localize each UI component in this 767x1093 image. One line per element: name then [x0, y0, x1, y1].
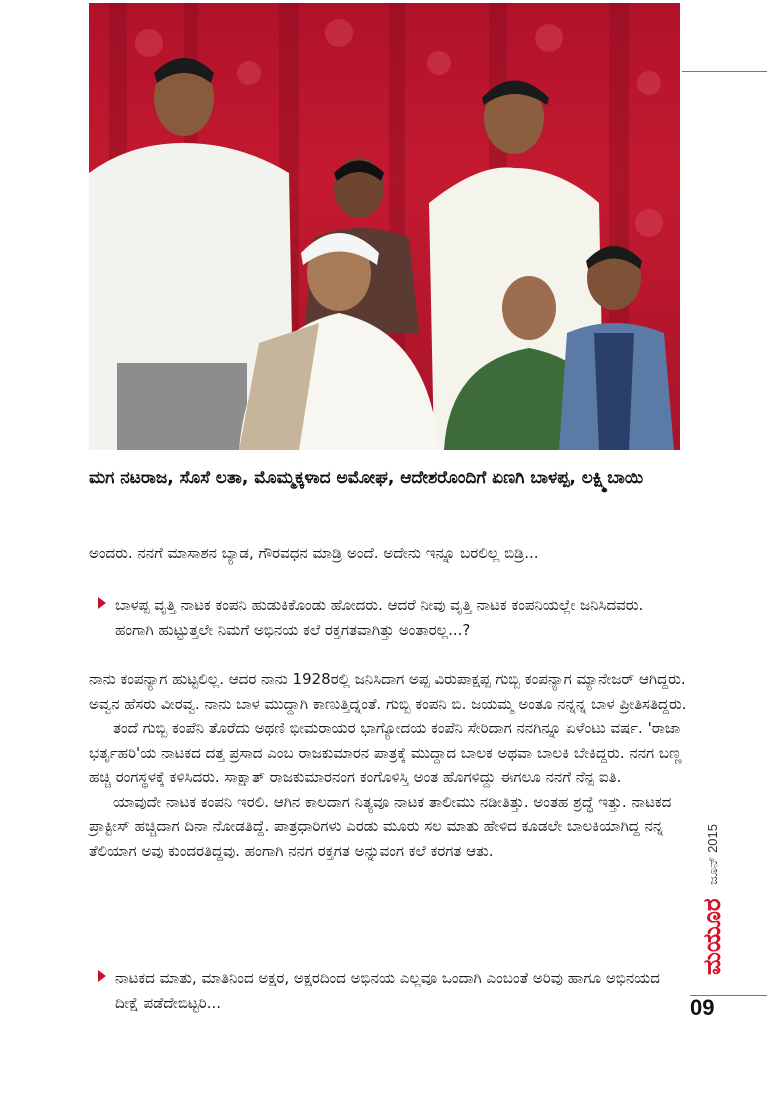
answer-paragraph: ಯಾವುದೇ ನಾಟಕ ಕಂಪನಿ ಇರಲಿ. ಆಗಿನ ಕಾಲದಾಗ ನಿತ್ಯವೂ ನಾಟಕ ತಾಲೀಮು ನಡೀತಿತ್ತು. ಅಂತಹ ಶ್ರದ್ಧೆ ಇತ್ತು. ನಾಟಕದ ಪ್ರಾಕ್ಟೀಸ್ ಹಚ್ಚಿದಾಗ ದಿನಾ ನೋಡತಿದ್ದೆ. ಪಾತ್ರಧಾರಿಗಳು ಎರಡು ಮೂರು ಸಲ ಮಾತು ಹೇಳಿದ ಕೂಡಲೇ ಬಾಲಕಿಯಾಗಿದ್ದ ನನ್ನ ತೆಲಿಯಾಗ ಅವು ಕುಂದರತಿದ್ದವು. ಹಂಗಾಗಿ ನನಗ ರಕ್ತಗತ ಅನ್ನುವಂಗ ಕಲೆ ಕರಗತ ಆತು. — [89, 792, 672, 860]
magazine-masthead: ಮಯೂರ — [698, 898, 726, 975]
family-photo-illustration — [89, 3, 680, 450]
top-divider — [682, 71, 767, 72]
answer-paragraph: ತಂದೆ ಗುಬ್ಬಿ ಕಂಪೆನಿ ತೊರೆದು ಅಥಣಿ ಭೀಮರಾಯರ ಭಾಗ್ಯೋದಯ ಕಂಪೆನಿ ಸೇರಿದಾಗ ನನಗಿನ್ನೂ ಏಳೆಂಟು ವರ್ಷ. 'ರಾಜಾ ಭರ್ತೃಹರಿ'ಯ ನಾಟಕದ ದತ್ತ ಪ್ರಸಾದ ಎಂಬ ರಾಜಕುಮಾರನ ಪಾತ್ರಕ್ಕೆ ಮುದ್ದಾದ ಬಾಲಕ ಅಥವಾ ಬಾಲಕಿ ಬೇಕಿದ್ದರು. ನನಗ ಬಣ್ಣ ಹಚ್ಚಿ ರಂಗಸ್ಥಳಕ್ಕೆ ಕಳಿಸಿದರು. ಸಾಕ್ಷಾತ್ ರಾಜಕುಮಾರನಂಗ ಕಂಗೊಳಿಸ್ತಿ ಅಂತ ಹೊಗಳಿದ್ದು ಈಗಲೂ ನನಗೆ ನೆನ್ಪ ಐತಿ. — [89, 719, 682, 786]
answer-body — [89, 667, 689, 863]
family-photo — [89, 3, 680, 450]
question-marker-icon — [98, 970, 106, 982]
question-marker-icon — [98, 597, 106, 609]
side-folio — [680, 770, 730, 985]
issue-date: ಜೂನ್ 2015 — [705, 823, 720, 885]
answer-paragraph: ನಾನು ಕಂಪನ್ಯಾಗ ಹುಟ್ಟಲಿಲ್ಲ. ಆದರ ನಾನು 1928ರಲ್ಲಿ ಜನಿಸಿದಾಗ ಅಪ್ಪ ವಿರುಪಾಕ್ಷಪ್ಪ ಗುಬ್ಬಿ ಕಂಪನ್ಯಾಗ ಮ್ಯಾನೇಜರ್ ಆಗಿದ್ದರು. ಅವ್ವನ ಹೆಸರು ವೀರವ್ವ. ನಾನು ಬಾಳ ಮುದ್ದಾಗಿ ಕಾಣುತ್ತಿದ್ನಂತೆ. ಗುಬ್ಬಿ ಕಂಪನಿ ಬಿ. ಜಯಮ್ಮ ಅಂತೂ ನನ್ನನ್ನ ಬಾಳ ಪ್ರೀತಿಸತಿದ್ದರು. — [89, 670, 687, 713]
photo-caption: ಮಗ ನಟರಾಜ, ಸೊಸೆ ಲತಾ, ಮೊಮ್ಮಕ್ಕಳಾದ ಅಮೋಘ, ಆದೇಶರೊಂದಿಗೆ ಏಣಗಿ ಬಾಳಪ್ಪ, ಲಕ್ಷ್ಮಿಬಾಯಿ — [89, 468, 644, 488]
page-number: 09 — [690, 995, 715, 1020]
lead-paragraph: ಅಂದರು. ನನಗೆ ಮಾಸಾಶನ ಬ್ಯಾಡ, ಗೌರವಧನ ಮಾಡ್ರಿ ಅಂದೆ. ಅದೇನು ಇನ್ನೂ ಬರಲಿಲ್ಲ ಬಿಡ್ರಿ... — [89, 544, 539, 562]
interview-question-1: ಬಾಳಪ್ಪ ವೃತ್ತಿ ನಾಟಕ ಕಂಪನಿ ಹುಡುಕಿಕೊಂಡು ಹೋದರು. ಆದರೆ ನೀವು ವೃತ್ತಿ ನಾಟಕ ಕಂಪನಿಯಲ್ಲೇ ಜನಿಸಿದವರು. ಹಂಗಾಗಿ ಹುಟ್ಟುತ್ತಲೇ ನಿಮಗೆ ಅಭಿನಯ ಕಲೆ ರಕ್ತಗತವಾಗಿತ್ತು ಅಂತಾರಲ್ಲ...? — [115, 596, 644, 639]
interview-question-2: ನಾಟಕದ ಮಾತು, ಮಾತಿನಿಂದ ಅಕ್ಷರ, ಅಕ್ಷರದಿಂದ ಅಭಿನಯ ಎಲ್ಲವೂ ಒಂದಾಗಿ ಎಂಬಂತೆ ಅರಿವು ಹಾಗೂ ಅಭಿನಯದ ದೀಕ್ಷೆ ಪಡೆದೇಬಿಟ್ಟರಿ... — [115, 969, 660, 1012]
